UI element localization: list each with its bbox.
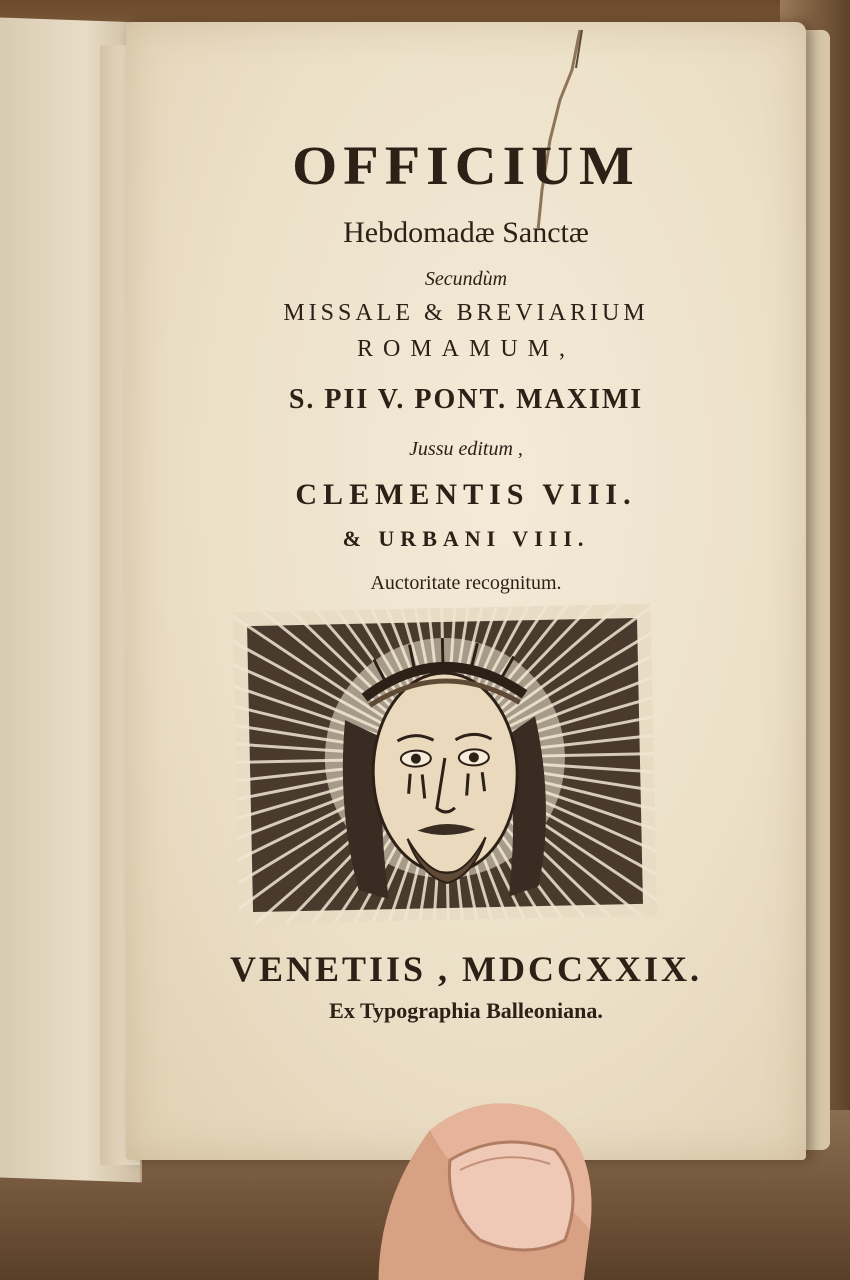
text-auctoritate: Auctoritate recognitum. [370,572,562,594]
imprint-venetiis: VENETIIS , MDCCXXIX. [229,949,703,989]
text-clementis: CLEMENTIS VIII. [295,478,637,511]
crowned-face-engraving-icon [233,604,657,925]
text-pii-v: S. PII V. PONT. MAXIMI [288,384,644,415]
text-secundum: Secundùm [424,268,508,290]
subtitle-hebdomadae: Hebdomadæ Sanctæ [343,216,589,249]
thumb-holding-page [360,1090,620,1280]
text-jussu-editum: Jussu editum , [409,438,523,460]
title-officium: OFFICIUM [292,134,640,197]
text-romamum: ROMAMUM, [356,336,576,362]
text-urbani: & URBANI VIII. [342,526,590,551]
page-tear-mark [520,30,590,230]
imprint-typographia: Ex Typographia Balleoniana. [329,998,603,1023]
text-missale-breviarium: MISSALE & BREVIARIUM [283,300,649,326]
